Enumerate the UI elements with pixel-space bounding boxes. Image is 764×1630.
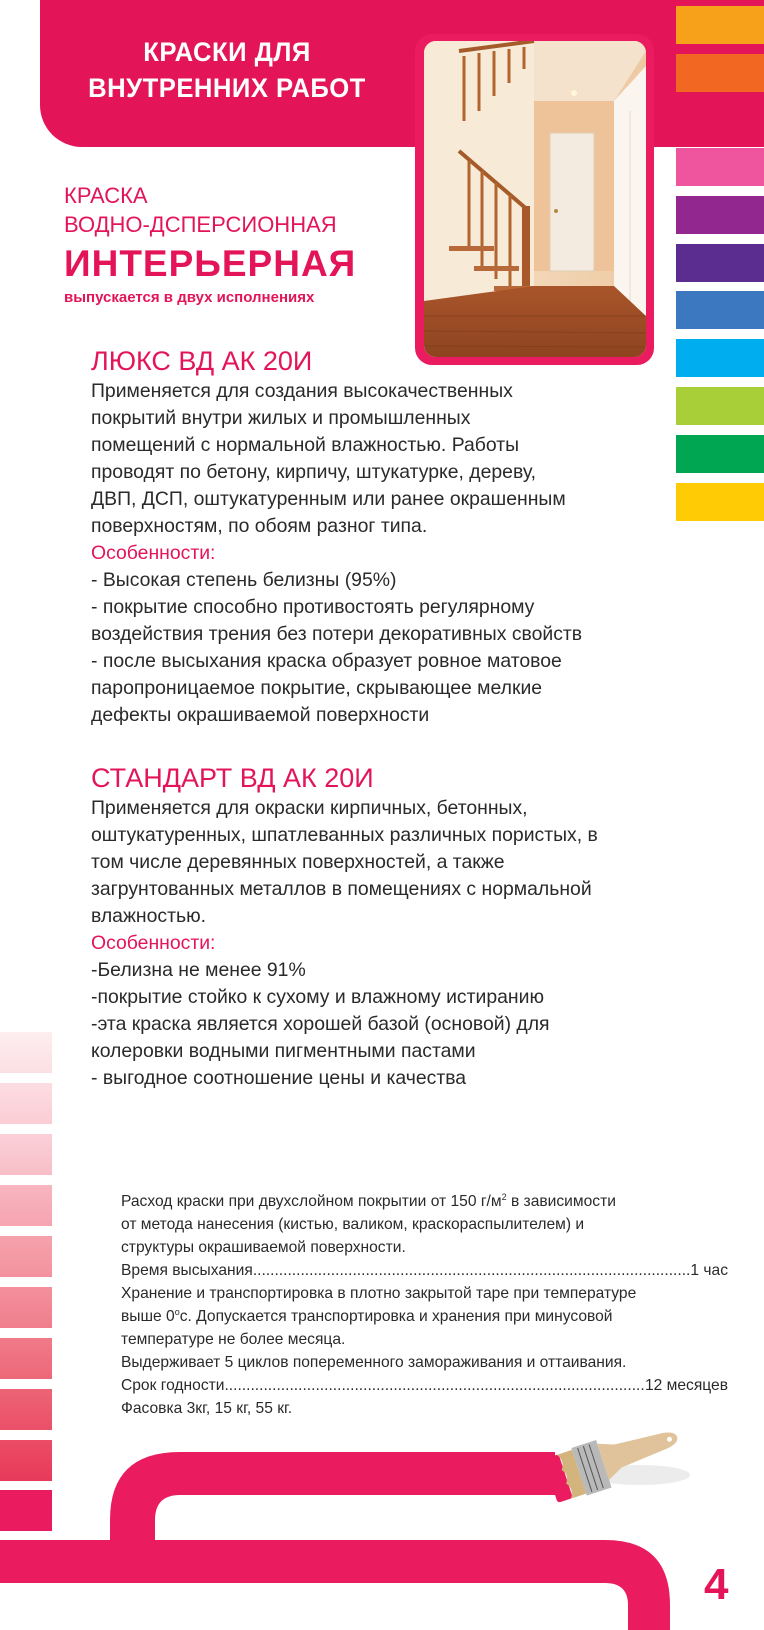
text-line: покрытий внутри жилых и промышленных bbox=[91, 407, 471, 429]
section-title-line2: ВНУТРЕННИХ РАБОТ bbox=[88, 73, 366, 103]
shelf-life-label: Срок годности bbox=[121, 1377, 225, 1394]
text-line: оштукатуренных, шпатлеванных различных пористых, в bbox=[91, 824, 598, 846]
pink-shade-swatch bbox=[0, 1134, 52, 1175]
color-swatch-yellow bbox=[676, 483, 764, 521]
color-swatch-dark-orange bbox=[676, 54, 764, 92]
text-line: Применяется для окраски кирпичных, бетонных, bbox=[91, 797, 528, 819]
subtitle-product-type: ИНТЕРЬЕРНАЯ bbox=[64, 243, 357, 284]
shelf-life-row bbox=[121, 1374, 728, 1397]
consumption-line: структуры окрашиваемой поверхности. bbox=[121, 1239, 406, 1256]
text-line: том числе деревянных поверхностей, а также bbox=[91, 851, 505, 873]
text-line: загрунтованных металлов в помещениях с нормальной bbox=[91, 878, 592, 900]
section-title bbox=[70, 34, 384, 106]
pink-shade-swatch bbox=[0, 1236, 52, 1277]
product-title-standard: СТАНДАРТ ВД АК 20И bbox=[91, 763, 374, 793]
product-title-lux: ЛЮКС ВД АК 20И bbox=[91, 346, 313, 376]
drying-time-label: Время высыхания bbox=[121, 1262, 253, 1279]
color-swatch-purple bbox=[676, 196, 764, 234]
feature-line: колеровки водными пигментными пастами bbox=[91, 1040, 476, 1062]
pink-shade-swatch bbox=[0, 1389, 52, 1430]
pink-shade-swatch bbox=[0, 1185, 52, 1226]
storage-line: Хранение и транспортировка в плотно закрытой таре при температуре bbox=[121, 1285, 637, 1302]
subtitle-note: выпускается в двух исполнениях bbox=[64, 289, 315, 306]
consumption-line: Расход краски при двухслойном покрытии от 150 $г/м^2$ в зависимости bbox=[121, 1191, 616, 1210]
subtitle-line1: КРАСКА bbox=[64, 183, 148, 208]
shelf-life-value: 12 месяцев bbox=[644, 1377, 728, 1394]
feature-line: -покрытие стойко к сухому и влажному истиранию bbox=[91, 986, 544, 1008]
feature-line: -Белизна не менее 91% bbox=[91, 959, 306, 981]
storage-line: температуре не более месяца. bbox=[121, 1331, 346, 1348]
staircase-hallway-image bbox=[424, 41, 646, 357]
paintbrush-icon bbox=[540, 1410, 700, 1510]
text-line: ДВП, ДСП, оштукатуренным или ранее окрашенным bbox=[91, 488, 566, 510]
feature-line: - после высыхания краска образует ровное матовое bbox=[91, 650, 562, 672]
storage-line: выше $0^ос$. Допускается транспортировка и хранения при минусовой bbox=[121, 1306, 613, 1325]
text-line: Применяется для создания высокачественных bbox=[91, 380, 513, 402]
drying-time-value: 1 час bbox=[690, 1262, 728, 1279]
consumption-line: от метода нанесения (кистью, валиком, краскораспылителем) и bbox=[121, 1216, 585, 1233]
feature-line: воздействия трения без потери декоративных свойств bbox=[91, 623, 583, 645]
feature-line: дефекты окрашиваемой поверхности bbox=[91, 704, 430, 726]
color-swatch-blue bbox=[676, 291, 764, 329]
features-label: Особенности: bbox=[91, 542, 216, 564]
text-line: проводят по бетону, кирпичу, штукатурке, дереву, bbox=[91, 461, 536, 483]
pink-shade-swatch bbox=[0, 1287, 52, 1328]
text-line: поверхностям, по обоям разног типа. bbox=[91, 515, 428, 537]
text-line: влажностью. bbox=[91, 905, 207, 927]
packaging-line: Фасовка 3кг, 15 кг, 55 кг. bbox=[121, 1400, 293, 1417]
subtitle-line2: ВОДНО-ДСПЕРСИОННАЯ bbox=[64, 212, 337, 237]
features-label: Особенности: bbox=[91, 932, 216, 954]
feature-line: -эта краска является хорошей базой (основой) для bbox=[91, 1013, 550, 1035]
color-swatch-cyan bbox=[676, 339, 764, 377]
pink-shade-swatch bbox=[0, 1032, 52, 1073]
specifications bbox=[121, 1190, 741, 1420]
color-swatch-orange bbox=[676, 6, 764, 44]
product-description-standard bbox=[91, 795, 671, 1092]
feature-line: - выгодное соотношение цены и качества bbox=[91, 1067, 467, 1089]
feature-line: - покрытие способно противостоять регулярному bbox=[91, 596, 535, 618]
pink-shade-swatch bbox=[0, 1338, 52, 1379]
freeze-thaw-line: Выдерживает 5 циклов попеременного замораживания и оттаивания. bbox=[121, 1354, 627, 1371]
leader-dots bbox=[253, 1259, 691, 1282]
page-number: 4 bbox=[704, 1560, 729, 1609]
color-swatch-green bbox=[676, 435, 764, 473]
feature-line: - Высокая степень белизны (95%) bbox=[91, 569, 397, 591]
color-swatch-lime bbox=[676, 387, 764, 425]
leader-dots bbox=[224, 1374, 645, 1397]
feature-line: паропроницаемое покрытие, скрывающее мелкие bbox=[91, 677, 543, 699]
color-swatch-violet bbox=[676, 244, 764, 282]
color-swatch-pink bbox=[676, 148, 764, 186]
text-line: помещений с нормальной влажностью. Работы bbox=[91, 434, 520, 456]
product-description-lux bbox=[91, 378, 671, 729]
pink-shade-swatch bbox=[0, 1083, 52, 1124]
drying-time-row bbox=[121, 1259, 728, 1282]
section-title-line1: КРАСКИ ДЛЯ bbox=[143, 37, 311, 67]
interior-photo bbox=[424, 41, 646, 357]
